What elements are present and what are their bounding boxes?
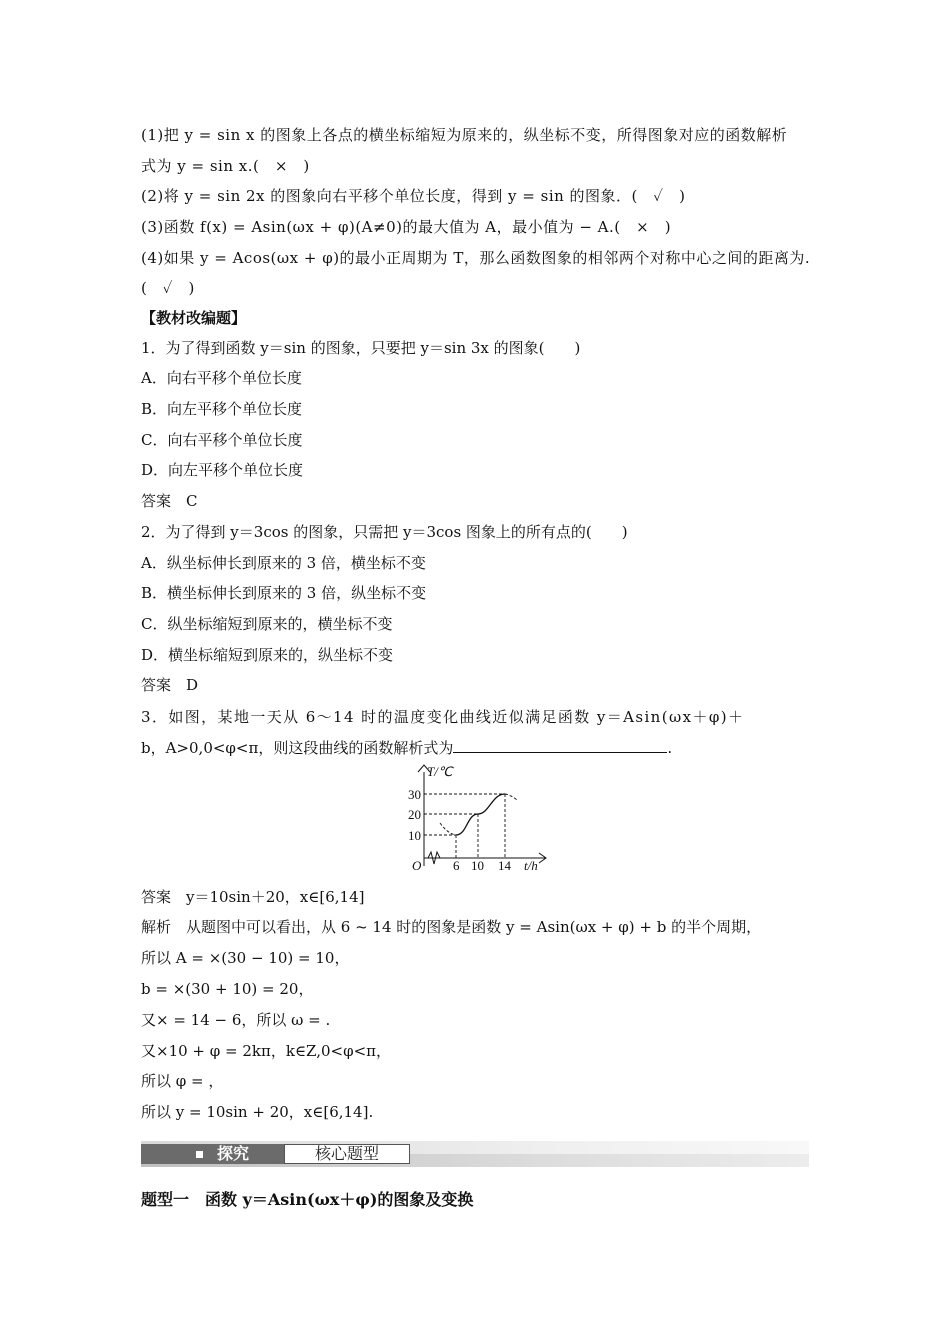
q3-analysis-line5: 又×10 + φ = 2kπ，k∈Z,0<φ<π，	[141, 1042, 392, 1060]
q3-stem-period: .	[667, 739, 673, 757]
q1-option-c: C．向右平移个单位长度	[141, 431, 303, 449]
q3-analysis-line2: 所以 A = ×(30 − 10) = 10，	[141, 949, 350, 967]
answer-blank	[453, 737, 667, 753]
q3-analysis-line7: 所以 y = 10sin + 20，x∈[6,14].	[141, 1103, 374, 1121]
banner-tab-explore	[141, 1144, 284, 1164]
q3-analysis-line3: b = ×(30 + 10) = 20，	[141, 980, 314, 998]
section-banner	[141, 1141, 809, 1167]
q1-option-a: A．向右平移个单位长度	[141, 369, 302, 387]
q2-stem: 2．为了得到 y＝3cos 的图象，只需把 y＝3cos 图象上的所有点的( )	[141, 523, 628, 541]
section-heading-textbook: 【教材改编题】	[141, 309, 247, 327]
y-tick-30: 30	[408, 787, 421, 802]
x-tick-10: 10	[471, 858, 484, 873]
curve-extension-left	[440, 823, 456, 835]
q2-option-c: C．纵坐标缩短到原来的，横坐标不变	[141, 615, 393, 633]
q2-answer: 答案 D	[141, 676, 199, 694]
q1-stem: 1．为了得到函数 y＝sin 的图象，只要把 y＝sin 3x 的图象( )	[141, 339, 581, 357]
q3-stem-text: b，A>0,0<φ<π，则这段曲线的函数解析式为	[141, 739, 454, 757]
x-tick-14: 14	[498, 858, 511, 873]
type1-title: 题型一 函数 y＝Asin(ωx＋φ)的图象及变换	[141, 1190, 474, 1209]
banner-tab-explore-label: 探究	[217, 1144, 250, 1163]
q3-answer: 答案 y＝10sin＋20，x∈[6,14]	[141, 888, 365, 906]
q2-option-b: B．横坐标伸长到原来的 3 倍，纵坐标不变	[141, 584, 427, 602]
banner-tab-core	[284, 1144, 410, 1164]
q1-answer: 答案 C	[141, 492, 198, 510]
temperature-curve-figure	[396, 762, 556, 874]
y-axis-label: T/℃	[427, 764, 453, 779]
q2-option-a: A．纵坐标伸长到原来的 3 倍，横坐标不变	[141, 554, 426, 572]
temperature-curve	[456, 794, 505, 835]
judge-item-3: (3)函数 f(x) = Asin(ωx + φ)(A≠0)的最大值为 A，最小值为 − A.( × )	[141, 218, 672, 236]
q1-option-d: D．向左平移个单位长度	[141, 461, 304, 479]
banner-tab-core-label: 核心题型	[314, 1144, 379, 1163]
x-axis-label: t/h	[524, 858, 538, 873]
q1-option-b: B．向左平移个单位长度	[141, 400, 303, 418]
judge-item-4-line1: (4)如果 y = Acos(ωx + φ)的最小正周期为 T，那么函数图象的相邻两个对称中心之间的距离为.	[141, 249, 811, 267]
q2-option-d: D．横坐标缩短到原来的，纵坐标不变	[141, 646, 394, 664]
y-tick-20: 20	[408, 807, 421, 822]
q3-analysis-line4: 又× = 14 − 6，所以 ω = .	[141, 1011, 331, 1029]
judge-item-1-line1: (1)把 y = sin x 的图象上各点的横坐标缩短为原来的，纵坐标不变，所得图象对应的函数解析	[141, 126, 788, 144]
q3-analysis-line6: 所以 φ = ，	[141, 1072, 224, 1090]
curve-extension-right	[505, 794, 517, 800]
q3-analysis-line1: 解析 从题图中可以看出，从 6 ~ 14 时的图象是函数 y = Asin(ωx + φ) + b 的半个周期，	[141, 918, 762, 936]
judge-item-2: (2)将 y = sin 2x 的图象向右平移个单位长度，得到 y = sin 的图象．( ✓ )	[141, 187, 686, 205]
x-tick-6: 6	[453, 858, 460, 873]
judge-item-1-line2: 式为 y = sin x.( × )	[141, 157, 310, 175]
y-tick-10: 10	[408, 828, 421, 843]
square-bullet-icon	[196, 1151, 203, 1158]
origin-label: O	[412, 858, 422, 873]
q3-stem-line2	[141, 737, 672, 758]
q3-stem-line1: 3．如图，某地一天从 6～14 时的温度变化曲线近似满足函数 y＝Asin(ωx＋φ)＋	[141, 708, 745, 726]
judge-item-4-line2: ( ✓ )	[141, 279, 195, 297]
